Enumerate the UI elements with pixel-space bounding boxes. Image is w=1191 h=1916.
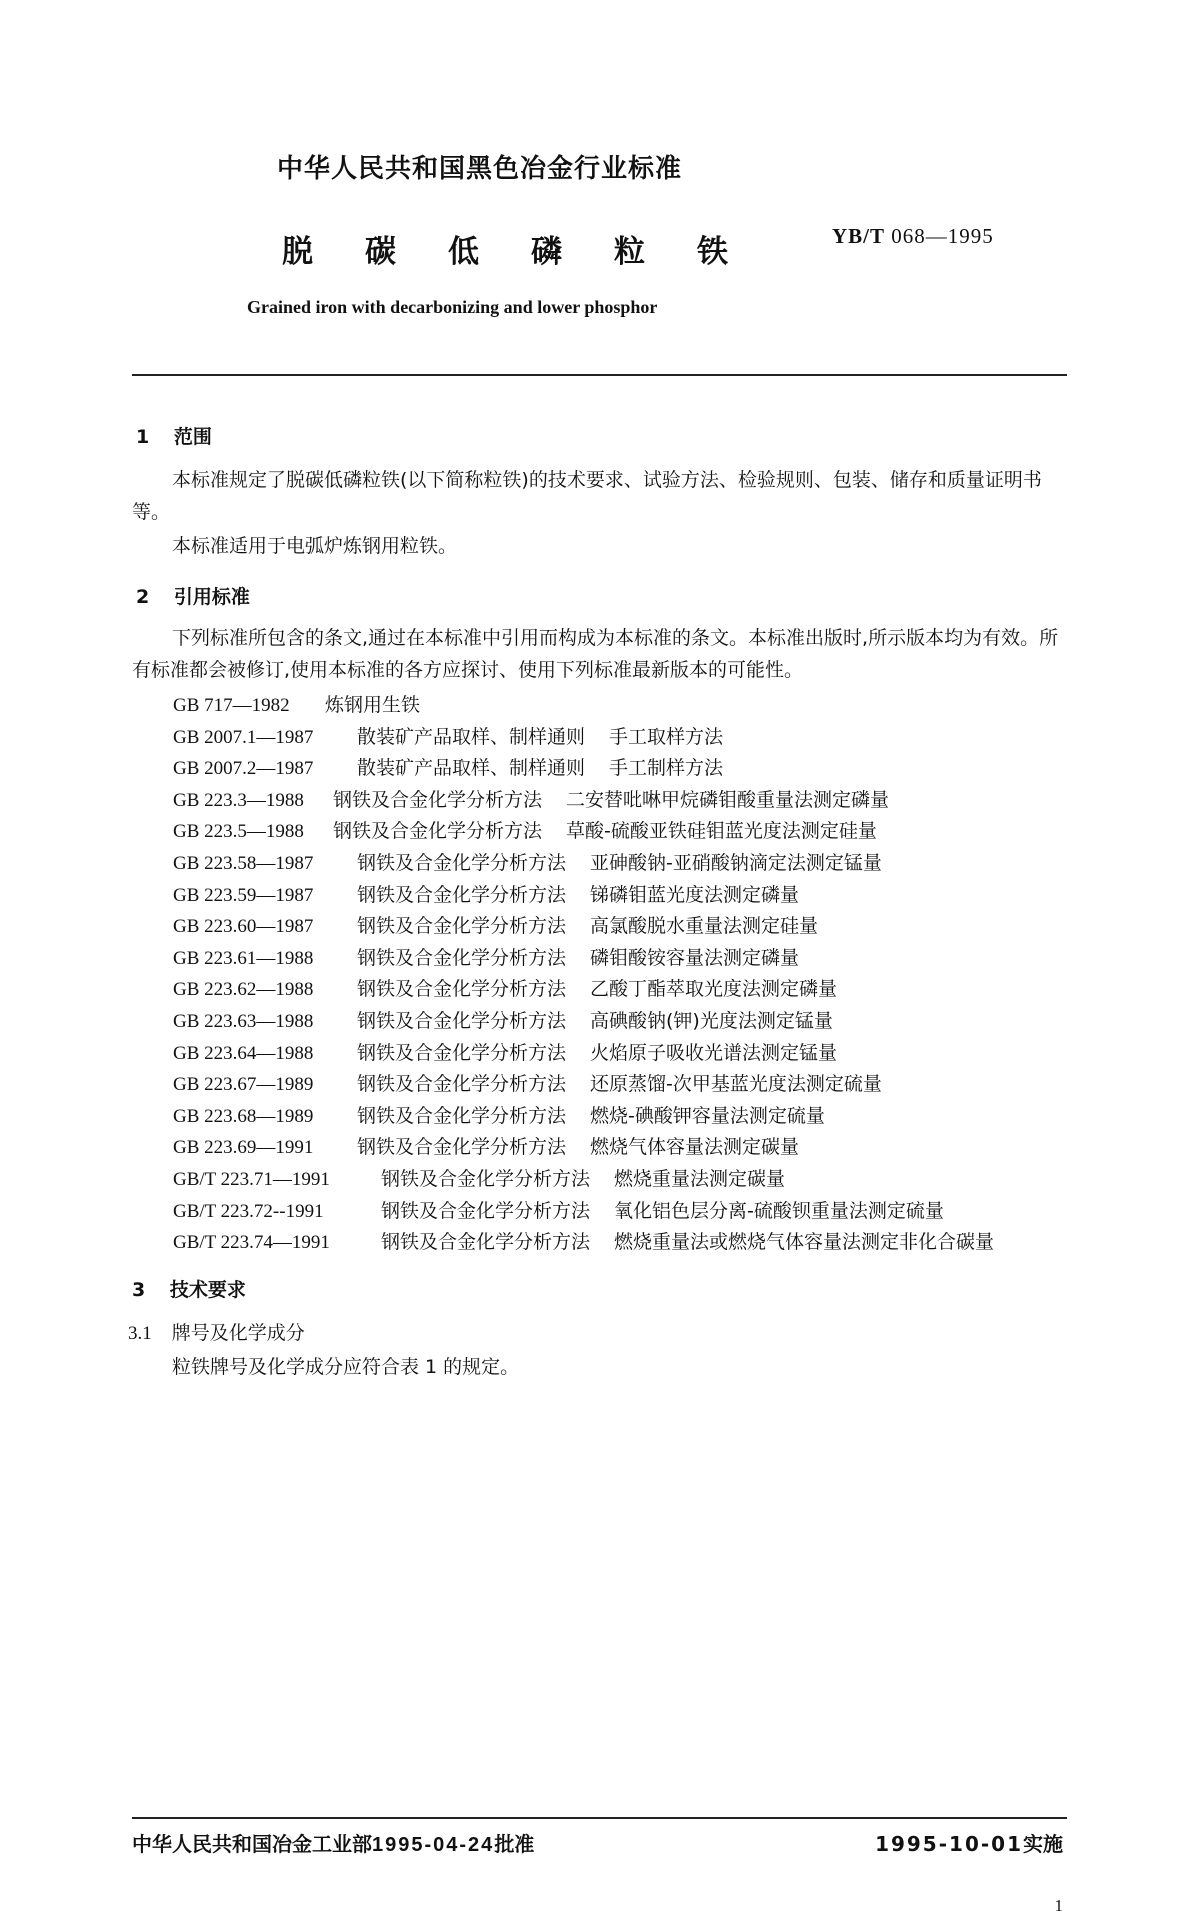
reference-code: GB 2007.1—1987 bbox=[173, 727, 314, 748]
reference-code: GB 223.59—1987 bbox=[173, 885, 314, 906]
reference-subtitle: 燃烧重量法或燃烧气体容量法测定非化合碳量 bbox=[614, 1231, 995, 1253]
document-title bbox=[282, 226, 728, 271]
reference-title: 钢铁及合金化学分析方法 bbox=[357, 1042, 567, 1064]
reference-code: GB 223.69—1991 bbox=[173, 1137, 314, 1158]
reference-subtitle: 乙酸丁酯萃取光度法测定磷量 bbox=[590, 978, 838, 1000]
title-char: 粒 bbox=[614, 234, 645, 270]
section-3-heading bbox=[132, 1275, 246, 1302]
section-title: 范围 bbox=[173, 426, 212, 448]
reference-item bbox=[173, 1038, 837, 1065]
reference-code: GB 2007.2—1987 bbox=[173, 758, 314, 779]
reference-item bbox=[173, 753, 723, 780]
reference-subtitle: 手工制样方法 bbox=[609, 757, 724, 779]
reference-code: GB 223.67—1989 bbox=[173, 1074, 314, 1095]
paragraph: 下列标准所包含的条文,通过在本标准中引用而构成为本标准的条文。本标准出版时,所示版本均为有效。所有标准都会被修订,使用本标准的各方应探讨、使用下列标准最新版本的可能性。 bbox=[132, 627, 1059, 681]
reference-item bbox=[173, 1101, 825, 1128]
reference-subtitle: 还原蒸馏-次甲基蓝光度法测定硫量 bbox=[590, 1073, 882, 1095]
reference-code: GB 223.5—1988 bbox=[173, 821, 304, 842]
reference-title: 钢铁及合金化学分析方法 bbox=[357, 1105, 567, 1127]
section-number: 2 bbox=[136, 586, 150, 608]
reference-title: 钢铁及合金化学分析方法 bbox=[333, 789, 543, 811]
reference-title: 钢铁及合金化学分析方法 bbox=[357, 1010, 567, 1032]
effective-label: 实施 bbox=[1023, 1832, 1063, 1856]
reference-item bbox=[173, 816, 877, 843]
reference-subtitle: 磷钼酸铵容量法测定磷量 bbox=[590, 947, 800, 969]
title-char: 铁 bbox=[697, 234, 728, 270]
reference-code: GB 223.68—1989 bbox=[173, 1106, 314, 1127]
reference-subtitle: 火焰原子吸收光谱法测定锰量 bbox=[590, 1042, 838, 1064]
issuer: 中华人民共和国冶金工业部 bbox=[132, 1832, 372, 1856]
reference-title: 钢铁及合金化学分析方法 bbox=[381, 1168, 591, 1190]
standard-code-prefix: YB/T bbox=[832, 224, 886, 248]
reference-item bbox=[173, 1196, 944, 1223]
subsection-number: 3.1 bbox=[128, 1323, 152, 1344]
reference-code: GB/T 223.71—1991 bbox=[173, 1169, 330, 1190]
approval-date: 1995-04-24 bbox=[372, 1834, 495, 1856]
reference-item bbox=[173, 911, 818, 938]
effective-date: 1995-10-01 bbox=[875, 1832, 1023, 1856]
title-char: 磷 bbox=[531, 234, 562, 270]
reference-code: GB 223.62—1988 bbox=[173, 979, 314, 1000]
reference-code: GB/T 223.72--1991 bbox=[173, 1201, 324, 1222]
reference-code: GB/T 223.74—1991 bbox=[173, 1232, 330, 1253]
reference-code: GB 223.3—1988 bbox=[173, 790, 304, 811]
reference-subtitle: 草酸-硫酸亚铁硅钼蓝光度法测定硅量 bbox=[566, 820, 877, 842]
title-char: 低 bbox=[448, 234, 479, 270]
reference-item bbox=[173, 690, 444, 717]
reference-title: 钢铁及合金化学分析方法 bbox=[357, 884, 567, 906]
reference-item bbox=[173, 1164, 785, 1191]
reference-item bbox=[173, 848, 882, 875]
reference-title: 炼钢用生铁 bbox=[325, 694, 421, 716]
section-title: 技术要求 bbox=[169, 1279, 246, 1301]
reference-item bbox=[173, 974, 837, 1001]
paragraph: 本标准规定了脱碳低磷粒铁(以下简称粒铁)的技术要求、试验方法、检验规则、包装、储存和质量证明书等。 bbox=[132, 469, 1042, 523]
reference-subtitle: 亚砷酸钠-亚硝酸钠滴定法测定锰量 bbox=[590, 852, 882, 874]
reference-item bbox=[173, 1227, 994, 1254]
header-divider bbox=[132, 374, 1067, 376]
section-1-heading bbox=[136, 422, 212, 449]
reference-title: 钢铁及合金化学分析方法 bbox=[357, 852, 567, 874]
reference-title: 钢铁及合金化学分析方法 bbox=[357, 947, 567, 969]
reference-code: GB 223.58—1987 bbox=[173, 853, 314, 874]
approval-line bbox=[132, 1828, 534, 1857]
reference-title: 散装矿产品取样、制样通则 bbox=[357, 757, 586, 779]
reference-code: GB 223.63—1988 bbox=[173, 1011, 314, 1032]
reference-title: 钢铁及合金化学分析方法 bbox=[357, 1136, 567, 1158]
page-number: 1 bbox=[1054, 1896, 1063, 1915]
reference-code: GB 223.60—1987 bbox=[173, 916, 314, 937]
english-title: Grained iron with decarbonizing and lower phosphor bbox=[247, 297, 658, 317]
reference-title: 散装矿产品取样、制样通则 bbox=[357, 726, 586, 748]
standard-category: 中华人民共和国黑色冶金行业标准 bbox=[277, 154, 683, 184]
section-number: 3 bbox=[132, 1279, 146, 1301]
reference-item bbox=[173, 1132, 799, 1159]
reference-item bbox=[173, 722, 723, 749]
reference-title: 钢铁及合金化学分析方法 bbox=[333, 820, 543, 842]
section-number: 1 bbox=[136, 426, 150, 448]
subsection-heading bbox=[128, 1318, 305, 1349]
reference-title: 钢铁及合金化学分析方法 bbox=[381, 1200, 591, 1222]
standard-code-number: 068—1995 bbox=[891, 224, 994, 248]
reference-item bbox=[173, 1006, 833, 1033]
paragraph: 粒铁牌号及化学成分应符合表 1 的规定。 bbox=[172, 1356, 520, 1378]
reference-subtitle: 二安替吡啉甲烷磷钼酸重量法测定磷量 bbox=[566, 789, 890, 811]
standard-code bbox=[832, 224, 994, 249]
reference-subtitle: 手工取样方法 bbox=[609, 726, 724, 748]
reference-title: 钢铁及合金化学分析方法 bbox=[381, 1231, 591, 1253]
footer-divider bbox=[132, 1817, 1067, 1819]
subsection-title: 牌号及化学成分 bbox=[171, 1322, 305, 1344]
reference-code: GB 717—1982 bbox=[173, 695, 290, 716]
reference-subtitle: 燃烧重量法测定碳量 bbox=[614, 1168, 786, 1190]
reference-item bbox=[173, 1069, 882, 1096]
reference-item bbox=[173, 880, 799, 907]
effective-line bbox=[875, 1828, 1063, 1857]
reference-code: GB 223.61—1988 bbox=[173, 948, 314, 969]
reference-subtitle: 燃烧-碘酸钾容量法测定硫量 bbox=[590, 1105, 825, 1127]
section-2-heading bbox=[136, 582, 250, 609]
reference-title: 钢铁及合金化学分析方法 bbox=[357, 978, 567, 1000]
reference-title: 钢铁及合金化学分析方法 bbox=[357, 1073, 567, 1095]
reference-item bbox=[173, 785, 889, 812]
reference-title: 钢铁及合金化学分析方法 bbox=[357, 915, 567, 937]
reference-subtitle: 燃烧气体容量法测定碳量 bbox=[590, 1136, 800, 1158]
reference-code: GB 223.64—1988 bbox=[173, 1043, 314, 1064]
reference-subtitle: 高碘酸钠(钾)光度法测定锰量 bbox=[590, 1010, 833, 1032]
section-title: 引用标准 bbox=[173, 586, 250, 608]
reference-item bbox=[173, 943, 799, 970]
reference-subtitle: 氧化铝色层分离-硫酸钡重量法测定硫量 bbox=[614, 1200, 944, 1222]
approval-label: 批准 bbox=[494, 1832, 535, 1856]
reference-subtitle: 高氯酸脱水重量法测定硅量 bbox=[590, 915, 819, 937]
title-char: 脱 bbox=[282, 234, 313, 270]
reference-subtitle: 锑磷钼蓝光度法测定磷量 bbox=[590, 884, 800, 906]
title-char: 碳 bbox=[365, 234, 396, 270]
paragraph: 本标准适用于电弧炉炼钢用粒铁。 bbox=[172, 535, 458, 557]
